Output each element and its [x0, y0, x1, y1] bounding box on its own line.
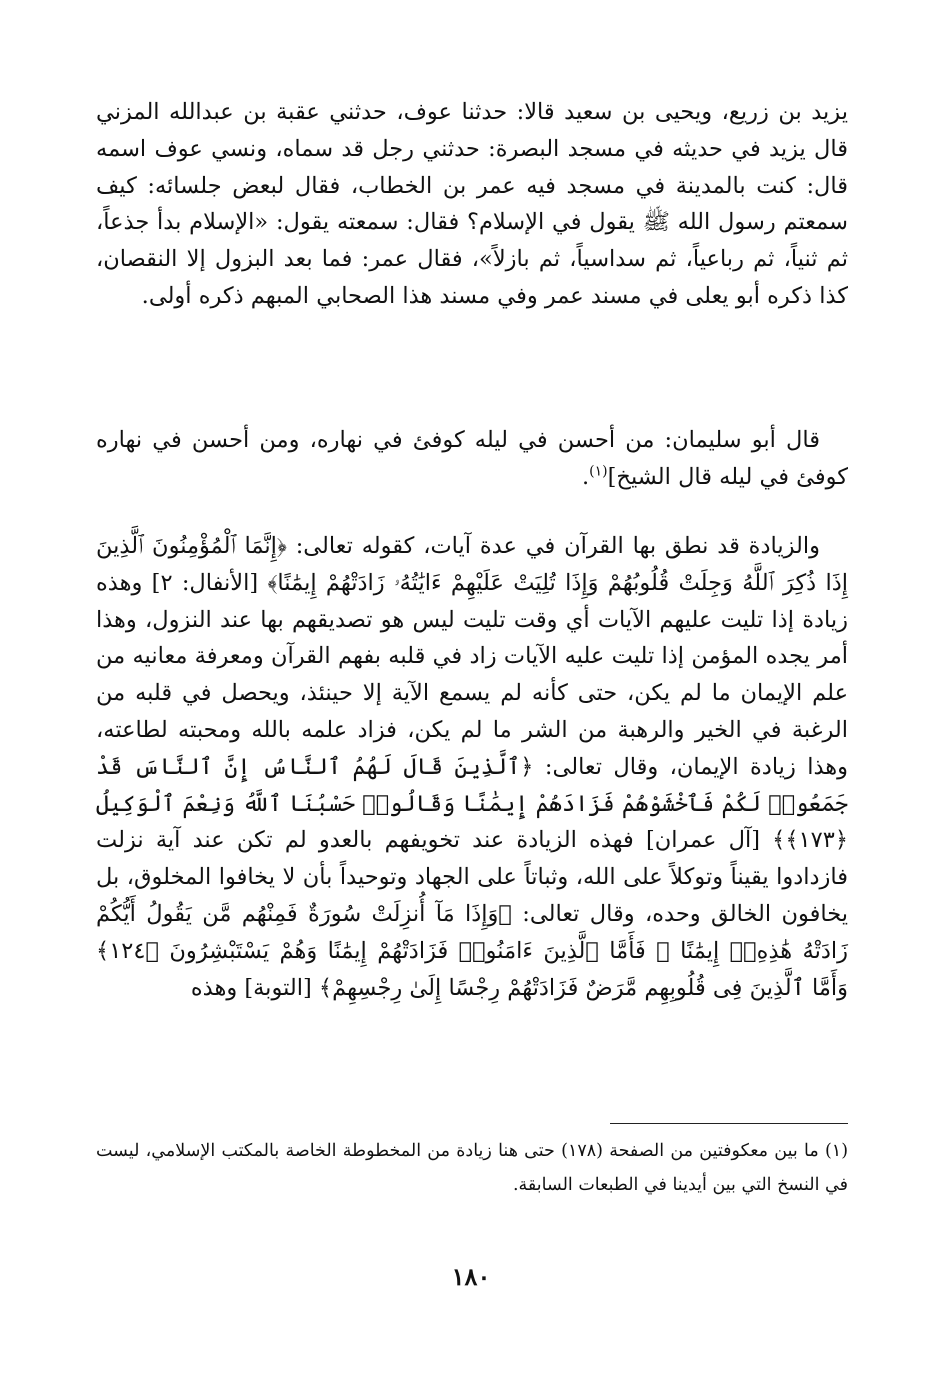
footnote-divider: [610, 1123, 848, 1124]
paragraph-line: [96, 528, 848, 1006]
sentence-end: .: [582, 463, 590, 490]
paragraph-text: يزيد بن زريع، ويحيى بن سعيد قالا: حدثنا عوف، حدثني عقبة بن عبدالله المزني قال يزيد في حديثه في مسجد البصرة: حدثني رجل قد سماه، ونسي عوف اسمه قال: كنت بالمدينة في مسجد فيه عمر بن الخطاب، فقال لبعض جلسائه: كيف سمعتم رسول الله ﷺ يقول في الإسلام؟ فقال: سمعته يقول: «الإسلام بدأ جذعاً، ثم ثنياً، ثم رباعياً، ثم سداسياً، ثم بازلاً»، فقال عمر: فما بعد البزول إلا النقصان، كذا ذكره أبو يعلى في مسند عمر وفي مسند هذا الصحابي المبهم ذكره أولى.: [96, 99, 848, 309]
paragraph-text: [آل عمران] فهذه الزيادة عند تخويفهم بالعدو لم تكن عند آية نزلت فازدادوا يقيناً وتوكلاً على الله، وثباتاً على الجهاد وتوحيداً بأن لا يخافوا المخلوق، بل يخافون الخالق وحده، وقال تعالى:: [96, 827, 848, 927]
quran-verse-anfal: ﴿إِنَّمَا ٱلْمُؤْمِنُونَ ٱلَّذِينَ إِذَا ذُكِرَ ٱللَّهُ وَجِلَتْ قُلُوبُهُمْ وَإِذَا تُلِيَتْ عَلَيْهِمْ ءَايَٰتُهُۥ زَادَتْهُمْ إِيمَٰنًا﴾: [96, 533, 849, 596]
quran-verse-al-imran: ﴿ٱلَّذِينَ قَالَ لَهُمُ ٱلنَّاسُ إِنَّ ٱلنَّاسَ قَدْ جَمَعُوا۟ لَكُمْ فَٱخْشَوْهُمْ فَزَادَهُمْ إِيمَٰنًا وَقَالُوا۟ حَسْبُنَا ٱللَّهُ وَنِعْمَ ٱلْوَكِيلُ ﴿١٧٣﴾﴾: [96, 753, 848, 854]
footnote: [96, 1134, 848, 1202]
paragraph-increase: [96, 528, 848, 1006]
paragraph-hadith: [96, 94, 848, 315]
quran-verse-tawbah: ﴿وَإِذَا مَآ أُنزِلَتْ سُورَةٌ فَمِنْهُم مَّن يَقُولُ أَيُّكُمْ زَادَتْهُ هَٰذِهِۦٓ إِيمَٰنًا ۚ فَأَمَّا ٱلَّذِينَ ءَامَنُوا۟ فَزَادَتْهُمْ إِيمَٰنًا وَهُمْ يَسْتَبْشِرُونَ ﴿١٢٤﴾ وَأَمَّا ٱلَّذِينَ فِى قُلُوبِهِم مَّرَضٌ فَزَادَتْهُمْ رِجْسًا إِلَىٰ رِجْسِهِمْ﴾: [96, 900, 848, 1001]
footnote-text: (١) ما بين معكوفتين من الصفحة (١٧٨) حتى هنا زيادة من المخطوطة الخاصة بالمكتب الإسلامي، ليست في النسخ التي بين أيدينا في الطبعات السابقة.: [96, 1141, 849, 1195]
paragraph-abu-sulayman: [96, 422, 848, 496]
paragraph-line: [96, 422, 848, 496]
paragraph-text: والزيادة قد نطق بها القرآن في عدة آيات، كقوله تعالى:: [286, 533, 820, 559]
footnote-reference: (١): [589, 463, 608, 480]
page-number: ١٨٠: [451, 1262, 491, 1291]
paragraph-text: قال أبو سليمان: من أحسن في ليله كوفئ في نهاره، ومن أحسن في نهاره كوفئ في ليله قال الشيخ]: [96, 427, 848, 490]
paragraph-text: [الأنفال: ٢] وهذه زيادة إذا تليت عليهم الآيات أي وقت تليت ليس هو تصديقهم بها عند النزول، وهذا أمر يجده المؤمن إذا تليت عليه الآيات زاد في قلبه بفهم القرآن ومعرفة معانيه من علم الإيمان ما لم يكن، حتى كأنه لم يسمع الآية إلا حينئذ، ويحصل في قلبه من الرغبة في الخير والرهبة من الشر ما لم يكن، فزاد علمه بالله ومحبته لطاعته، وهذا زيادة الإيمان، وقال تعالى:: [96, 569, 848, 780]
paragraph-text: [التوبة] وهذه: [190, 974, 319, 1001]
